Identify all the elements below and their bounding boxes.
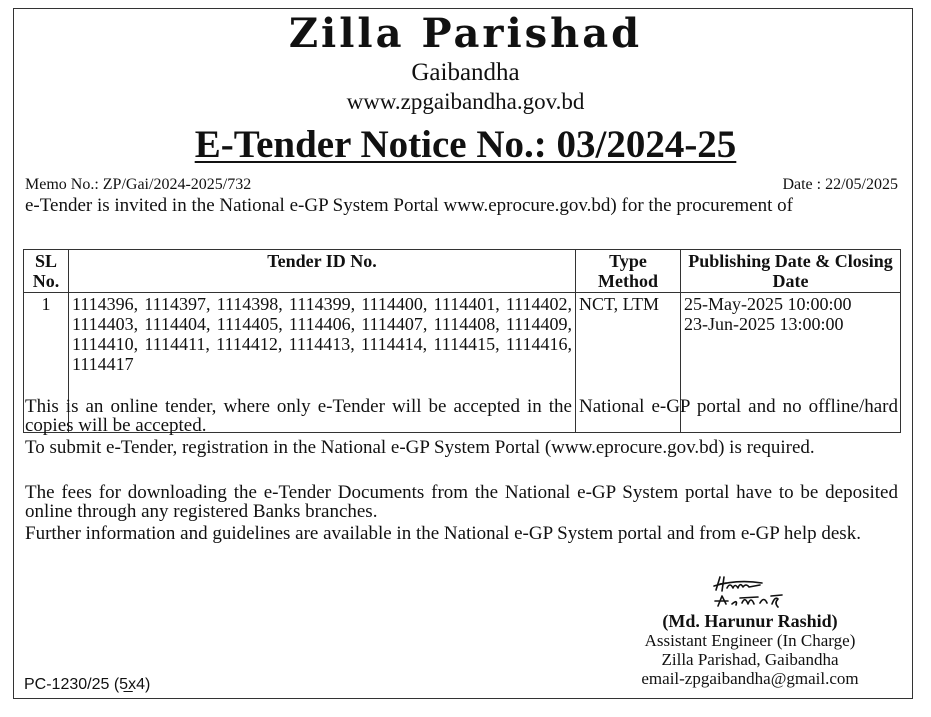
notice-date: Date : 22/05/2025 bbox=[782, 176, 898, 193]
cell-sl: 1 bbox=[24, 293, 69, 433]
closing-date: 23-Jun-2025 13:00:00 bbox=[684, 314, 844, 334]
header-dates: Publishing Date & Closing Date bbox=[681, 250, 901, 293]
info-paragraph-registration: To submit e-Tender, registration in the National e-GP System Portal (www.eprocure.gov.bd) is required. bbox=[25, 437, 815, 458]
info-paragraph-fees: The fees for downloading the e-Tender Documents from the National e-GP System portal have to be deposited online through any registered Banks branches. bbox=[25, 482, 898, 522]
publishing-date: 25-May-2025 10:00:00 bbox=[684, 294, 852, 314]
district-name: Gaibandha bbox=[411, 59, 520, 86]
website-text: www.zpgaibandha.gov.bd bbox=[346, 89, 585, 114]
header-type-method: Type Method bbox=[576, 250, 681, 293]
header-sl: SL No. bbox=[24, 250, 69, 293]
header-tender-id: Tender ID No. bbox=[69, 250, 576, 293]
memo-number: Memo No.: ZP/Gai/2024-2025/732 bbox=[25, 176, 252, 193]
footer-code: PC-1230/25 (5̲x4) bbox=[24, 676, 151, 693]
intro-paragraph: e-Tender is invited in the National e-GP System Portal www.eprocure.gov.bd) for the procurement of bbox=[25, 195, 793, 216]
table-header-row bbox=[24, 250, 901, 293]
signatory-block bbox=[600, 612, 900, 688]
handwritten-signature bbox=[712, 574, 812, 612]
signatory-designation: Assistant Engineer (In Charge) bbox=[644, 631, 856, 650]
info-paragraph-guidelines: Further information and guidelines are available in the National e-GP System portal and from e-GP help desk. bbox=[25, 523, 861, 544]
cell-tender-ids: 1114396, 1114397, 1114398, 1114399, 1114400, 1114401, 1114402, 1114403, 1114404, 1114405, 1114406, 1114407, 1114408, 1114409, 1114410, 1114411, 1114412, 1114413, 1114414, 1114415, 1114416, 1114417 bbox=[69, 293, 576, 433]
signatory-email: email-zpgaibandha@gmail.com bbox=[641, 669, 859, 688]
signatory-name: (Md. Harunur Rashid) bbox=[662, 611, 838, 631]
org-title: Zilla Parishad bbox=[288, 10, 643, 57]
info-paragraph-online: This is an online tender, where only e-Tender will be accepted in the National e-GP portal and no offline/hard copies will be accepted. bbox=[25, 396, 898, 436]
signatory-office: Zilla Parishad, Gaibandha bbox=[661, 650, 839, 669]
notice-title: E-Tender Notice No.: 03/2024-25 bbox=[194, 123, 737, 166]
cell-type-method: NCT, LTM bbox=[576, 293, 681, 433]
